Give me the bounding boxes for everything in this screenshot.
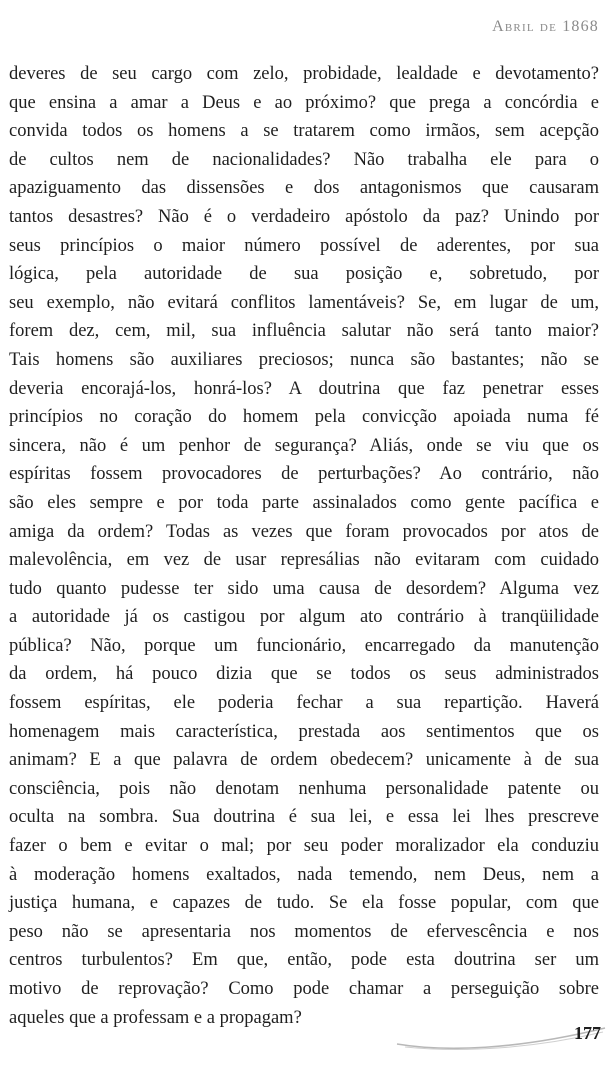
- page-number: 177: [574, 1023, 601, 1043]
- text-line: homenagem mais característica, prestada aos sentimentos que os: [9, 721, 599, 742]
- text-line: da ordem, há pouco dizia que se todos os seus administrados: [9, 664, 599, 685]
- text-line: sincera, não é um penhor de segurança? Aliás, onde se viu que os: [9, 435, 599, 456]
- text-line: lógica, pela autoridade de sua posição e, sobretudo, por: [9, 264, 599, 285]
- text-line: princípios no coração do homem pela convicção apoiada numa fé: [9, 407, 599, 428]
- text-line: deveres de seu cargo com zelo, probidade, lealdade e devotamento?: [9, 64, 599, 84]
- text-line: peso não se apresentaria nos momentos de efervescência e nos: [9, 921, 599, 942]
- text-line: a autoridade já os castigou por algum ato contrário à tranqüilidade: [9, 607, 599, 628]
- text-line: malevolência, em vez de usar represálias não evitaram com cuidado: [9, 550, 599, 571]
- text-line: seus princípios o maior número possível de aderentes, por sua: [9, 235, 599, 256]
- text-line: convida todos os homens a se tratarem como irmãos, sem acepção: [9, 121, 599, 142]
- text-line: motivo de reprovação? Como pode chamar a perseguição sobre: [9, 979, 599, 999]
- text-line: justiça humana, e capazes de tudo. Se ela fosse popular, com que: [9, 893, 599, 914]
- text-line: seu exemplo, não evitará conflitos lamentáveis? Se, em lugar de um,: [9, 292, 599, 313]
- text-line: espíritas fossem provocadores de perturbações? Ao contrário, não: [9, 464, 599, 485]
- running-header: Abril de 1868: [492, 18, 599, 35]
- text-line: tudo quanto pudesse ter sido uma causa de desordem? Alguma vez: [9, 578, 599, 599]
- text-line: forem dez, cem, mil, sua influência salutar não será tanto maior?: [9, 321, 599, 342]
- text-line: consciência, pois não denotam nenhuma personalidade patente ou: [9, 778, 599, 799]
- text-line: tantos desastres? Não é o verdadeiro apóstolo da paz? Unindo por: [9, 206, 599, 227]
- text-line: deveria encorajá-los, honrá-los? A doutrina que faz penetrar esses: [9, 378, 599, 399]
- text-line: amiga da ordem? Todas as vezes que foram provocados por atos de: [9, 521, 599, 542]
- text-line: à moderação homens exaltados, nada temendo, nem Deus, nem a: [9, 864, 599, 885]
- text-line: pública? Não, porque um funcionário, encarregado da manutenção: [9, 635, 599, 656]
- text-line: fazer o bem e evitar o mal; por seu poder moralizador ela conduziu: [9, 836, 599, 857]
- text-line: de cultos nem de nacionalidades? Não trabalha ele para o: [9, 149, 599, 170]
- text-line: centros turbulentos? Em que, então, pode esta doutrina ser um: [9, 950, 599, 971]
- page-footer: [0, 1012, 607, 1072]
- text-line: aqueles que a professam e a propagam?: [9, 1007, 302, 1028]
- text-line: apaziguamento das dissensões e dos antagonismos que causaram: [9, 178, 599, 199]
- text-line: Tais homens são auxiliares preciosos; nunca são bastantes; não se: [9, 349, 599, 370]
- text-line: fossem espíritas, ele poderia fechar a sua repartição. Haverá: [9, 693, 599, 714]
- text-line: oculta na sombra. Sua doutrina é sua lei, e essa lei lhes prescreve: [9, 807, 599, 828]
- text-line: animam? E a que palavra de ordem obedecem? unicamente à de sua: [9, 750, 599, 771]
- text-line: que ensina a amar a Deus e ao próximo? que prega a concórdia e: [9, 92, 599, 113]
- body-text: [9, 60, 599, 1032]
- text-line: são eles sempre e por toda parte assinalados como gente pacífica e: [9, 492, 599, 513]
